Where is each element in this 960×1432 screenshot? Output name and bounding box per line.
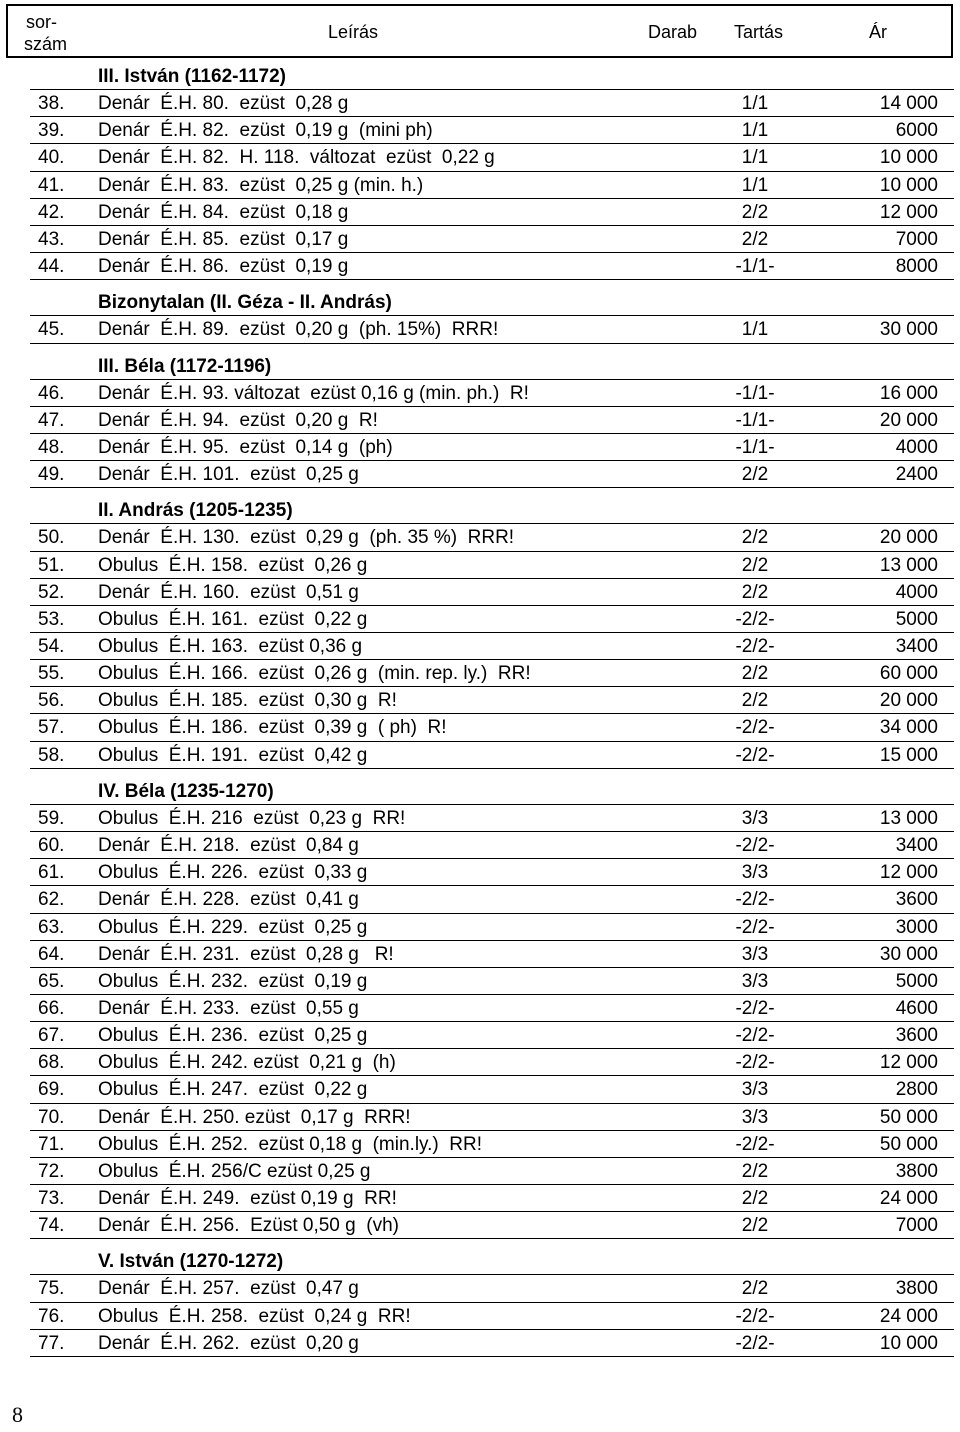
item-description: Denár É.H. 80. ezüst 0,28 g xyxy=(98,93,349,115)
table-row xyxy=(0,1185,960,1212)
table-row xyxy=(0,633,960,660)
item-price: 3400 xyxy=(895,636,938,657)
item-number: 48. xyxy=(38,436,65,458)
table-row xyxy=(0,407,960,434)
item-condition: -1/1- xyxy=(735,256,775,278)
row-divider xyxy=(30,1356,954,1357)
table-row xyxy=(0,968,960,995)
item-price: 3600 xyxy=(895,1025,938,1047)
table-row xyxy=(0,687,960,714)
header-count: Darab xyxy=(648,22,698,42)
item-number: 44. xyxy=(38,256,65,278)
table-row xyxy=(0,1076,960,1103)
item-number: 39. xyxy=(38,120,65,142)
item-number: 57. xyxy=(38,717,65,739)
section-title: V. István (1270-1272) xyxy=(98,1251,284,1273)
item-description: Denár É.H. 94. ezüst 0,20 g R! xyxy=(98,409,378,431)
header-number-line2: szám xyxy=(24,34,68,54)
item-condition: 2/2 xyxy=(741,1188,769,1209)
item-number: 76. xyxy=(38,1305,65,1327)
table-row xyxy=(0,606,960,633)
section-title: IV. Béla (1235-1270) xyxy=(98,780,274,802)
item-condition: 3/3 xyxy=(741,1106,769,1128)
item-price: 5000 xyxy=(895,608,938,630)
table-row xyxy=(0,886,960,913)
item-description: Denár É.H. 256. Ezüst 0,50 g (vh) xyxy=(98,1215,399,1237)
item-price: 4000 xyxy=(895,436,938,458)
item-price: 7000 xyxy=(895,1215,938,1237)
section-title: II. András (1205-1235) xyxy=(98,500,293,522)
table-row xyxy=(0,117,960,144)
item-number: 54. xyxy=(38,636,65,657)
item-description: Denár É.H. 249. ezüst 0,19 g RR! xyxy=(98,1188,397,1209)
item-description: Obulus É.H. 226. ezüst 0,33 g xyxy=(98,862,368,884)
item-number: 51. xyxy=(38,554,65,576)
item-price: 8000 xyxy=(895,256,938,278)
item-condition: -1/1- xyxy=(735,436,775,458)
section-heading xyxy=(0,63,960,90)
item-condition: -2/2- xyxy=(735,717,775,739)
table-row xyxy=(0,1049,960,1076)
table-row xyxy=(0,832,960,859)
item-number: 58. xyxy=(38,744,65,766)
item-price: 3400 xyxy=(895,835,938,857)
table-row xyxy=(0,579,960,606)
item-number: 68. xyxy=(38,1052,65,1074)
item-price: 12 000 xyxy=(879,862,938,884)
item-description: Obulus É.H. 191. ezüst 0,42 g xyxy=(98,744,368,766)
item-number: 66. xyxy=(38,997,65,1019)
section-title: Bizonytalan (II. Géza - II. András) xyxy=(98,292,392,314)
item-description: Denár É.H. 83. ezüst 0,25 g (min. h.) xyxy=(98,174,424,196)
table-row xyxy=(0,1330,960,1357)
item-condition: 2/2 xyxy=(741,527,769,549)
row-divider xyxy=(30,768,954,769)
item-description: Obulus É.H. 242. ezüst 0,21 g (h) xyxy=(98,1052,396,1074)
item-number: 60. xyxy=(38,835,65,857)
item-condition: -2/2- xyxy=(735,997,775,1019)
item-condition: -2/2- xyxy=(735,636,775,657)
item-price: 3800 xyxy=(895,1278,938,1300)
item-condition: -2/2- xyxy=(735,1025,775,1047)
item-condition: 2/2 xyxy=(741,1160,769,1182)
header-condition: Tartás xyxy=(734,22,784,42)
item-description: Obulus É.H. 232. ezüst 0,19 g xyxy=(98,970,368,992)
item-number: 50. xyxy=(38,527,65,549)
item-condition: -2/2- xyxy=(735,1332,775,1354)
item-description: Denár É.H. 231. ezüst 0,28 g R! xyxy=(98,943,394,965)
item-number: 67. xyxy=(38,1025,65,1047)
item-number: 45. xyxy=(38,319,65,341)
table-row xyxy=(0,199,960,226)
item-number: 72. xyxy=(38,1160,65,1182)
item-condition: 3/3 xyxy=(741,970,769,992)
item-price: 6000 xyxy=(895,120,938,142)
table-row xyxy=(0,914,960,941)
item-number: 47. xyxy=(38,409,65,431)
table-row xyxy=(0,226,960,253)
item-number: 49. xyxy=(38,464,65,486)
item-description: Obulus É.H. 186. ezüst 0,39 g ( ph) R! xyxy=(98,717,447,739)
item-condition: 3/3 xyxy=(741,862,769,884)
item-price: 50 000 xyxy=(879,1133,938,1155)
item-condition: 2/2 xyxy=(741,581,769,603)
section-heading xyxy=(0,1248,960,1275)
row-divider xyxy=(30,1238,954,1239)
item-description: Denár É.H. 82. ezüst 0,19 g (mini ph) xyxy=(98,120,433,142)
item-condition: 1/1 xyxy=(741,147,769,169)
item-condition: -2/2- xyxy=(735,889,775,911)
item-condition: 2/2 xyxy=(741,663,769,685)
item-description: Denár É.H. 86. ezüst 0,19 g xyxy=(98,256,349,278)
item-condition: 3/3 xyxy=(741,807,769,829)
item-condition: 3/3 xyxy=(741,943,769,965)
item-price: 12 000 xyxy=(879,1052,938,1074)
table-row xyxy=(0,1275,960,1302)
row-divider xyxy=(30,487,954,488)
item-number: 38. xyxy=(38,93,65,115)
item-price: 13 000 xyxy=(879,554,938,576)
item-description: Denár É.H. 84. ezüst 0,18 g xyxy=(98,201,349,223)
item-condition: 2/2 xyxy=(741,228,769,250)
item-number: 70. xyxy=(38,1106,65,1128)
row-divider xyxy=(30,343,954,344)
item-number: 46. xyxy=(38,382,65,404)
item-price: 10 000 xyxy=(879,174,938,196)
item-price: 12 000 xyxy=(879,201,938,223)
item-number: 63. xyxy=(38,916,65,938)
item-condition: -1/1- xyxy=(735,409,775,431)
item-condition: 3/3 xyxy=(741,1079,769,1101)
item-price: 5000 xyxy=(895,970,938,992)
item-condition: 2/2 xyxy=(741,690,769,712)
item-description: Denár É.H. 101. ezüst 0,25 g xyxy=(98,464,359,486)
item-price: 20 000 xyxy=(879,690,938,712)
item-number: 62. xyxy=(38,889,65,911)
table-row xyxy=(0,859,960,886)
item-price: 20 000 xyxy=(879,527,938,549)
section-title: III. István (1162-1172) xyxy=(98,66,287,87)
item-description: Denár É.H. 82. H. 118. változat ezüst 0,22 g xyxy=(98,147,495,169)
table-row xyxy=(0,434,960,461)
item-condition: -2/2- xyxy=(735,916,775,938)
item-description: Obulus É.H. 166. ezüst 0,26 g (min. rep. ly.) RR! xyxy=(98,663,531,685)
item-number: 56. xyxy=(38,690,65,712)
table-row xyxy=(0,1158,960,1185)
item-price: 14 000 xyxy=(879,93,938,115)
item-price: 60 000 xyxy=(879,663,938,685)
item-condition: -2/2- xyxy=(735,1133,775,1155)
item-condition: 1/1 xyxy=(741,319,769,341)
table-row xyxy=(0,380,960,407)
item-condition: -2/2- xyxy=(735,608,775,630)
item-description: Denár É.H. 89. ezüst 0,20 g (ph. 15%) RRR! xyxy=(98,319,499,341)
table-row xyxy=(0,1303,960,1330)
table-row xyxy=(0,1022,960,1049)
item-price: 50 000 xyxy=(879,1106,938,1128)
item-price: 24 000 xyxy=(879,1305,938,1327)
table-row xyxy=(0,144,960,171)
item-price: 30 000 xyxy=(879,943,938,965)
table-row xyxy=(0,90,960,117)
item-number: 71. xyxy=(38,1133,65,1155)
item-condition: -1/1- xyxy=(735,382,775,404)
item-description: Denár É.H. 262. ezüst 0,20 g xyxy=(98,1332,359,1354)
item-number: 77. xyxy=(38,1332,65,1354)
item-price: 30 000 xyxy=(879,319,938,341)
table-row xyxy=(0,1212,960,1239)
item-number: 61. xyxy=(38,862,65,884)
item-price: 24 000 xyxy=(879,1188,938,1209)
item-number: 55. xyxy=(38,663,65,685)
item-condition: 2/2 xyxy=(741,1278,769,1300)
table-row xyxy=(0,1131,960,1158)
item-description: Denár É.H. 233. ezüst 0,55 g xyxy=(98,997,359,1019)
item-number: 73. xyxy=(38,1188,65,1209)
item-number: 64. xyxy=(38,943,65,965)
item-price: 16 000 xyxy=(879,382,938,404)
table-row xyxy=(0,995,960,1022)
item-number: 42. xyxy=(38,201,65,223)
item-description: Obulus É.H. 247. ezüst 0,22 g xyxy=(98,1079,368,1101)
item-price: 4600 xyxy=(895,997,938,1019)
header-number-line1: sor- xyxy=(26,12,57,32)
table-row xyxy=(0,660,960,687)
item-number: 59. xyxy=(38,807,65,829)
item-number: 69. xyxy=(38,1079,65,1101)
item-price: 3800 xyxy=(895,1160,938,1182)
item-price: 2400 xyxy=(895,464,938,486)
item-condition: 1/1 xyxy=(741,93,769,115)
item-condition: 1/1 xyxy=(741,120,769,142)
item-condition: -2/2- xyxy=(735,1052,775,1074)
table-header xyxy=(6,4,953,58)
section-heading xyxy=(0,289,960,316)
item-description: Denár É.H. 218. ezüst 0,84 g xyxy=(98,835,359,857)
section-heading xyxy=(0,497,960,524)
item-description: Denár É.H. 93. változat ezüst 0,16 g (min. ph.) R! xyxy=(98,382,529,404)
item-price: 3600 xyxy=(895,889,938,911)
item-number: 75. xyxy=(38,1278,65,1300)
item-number: 41. xyxy=(38,174,65,196)
table-row xyxy=(0,714,960,741)
table-row xyxy=(0,461,960,488)
table-row xyxy=(0,742,960,769)
item-description: Denár É.H. 160. ezüst 0,51 g xyxy=(98,581,359,603)
item-price: 13 000 xyxy=(879,807,938,829)
item-price: 2800 xyxy=(895,1079,938,1101)
item-description: Denár É.H. 257. ezüst 0,47 g xyxy=(98,1278,359,1300)
item-number: 65. xyxy=(38,970,65,992)
table-row xyxy=(0,172,960,199)
table-row xyxy=(0,805,960,832)
section-heading xyxy=(0,778,960,805)
item-description: Denár É.H. 130. ezüst 0,29 g (ph. 35 %) RRR! xyxy=(98,527,515,549)
item-number: 40. xyxy=(38,147,65,169)
table-row xyxy=(0,941,960,968)
item-description: Denár É.H. 95. ezüst 0,14 g (ph) xyxy=(98,436,393,458)
item-condition: 2/2 xyxy=(741,554,769,576)
item-description: Obulus É.H. 158. ezüst 0,26 g xyxy=(98,554,368,576)
item-condition: 2/2 xyxy=(741,464,769,486)
item-description: Obulus É.H. 258. ezüst 0,24 g RR! xyxy=(98,1305,411,1327)
row-divider xyxy=(30,279,954,280)
header-price: Ár xyxy=(869,22,887,42)
item-price: 20 000 xyxy=(879,409,938,431)
item-number: 52. xyxy=(38,581,65,603)
item-description: Obulus É.H. 236. ezüst 0,25 g xyxy=(98,1025,368,1047)
item-price: 34 000 xyxy=(879,717,938,739)
item-number: 53. xyxy=(38,608,65,630)
item-price: 4000 xyxy=(895,581,938,603)
table-row xyxy=(0,524,960,551)
table-row xyxy=(0,316,960,343)
item-condition: -2/2- xyxy=(735,835,775,857)
item-price: 10 000 xyxy=(879,1332,938,1354)
section-heading xyxy=(0,353,960,380)
item-condition: 2/2 xyxy=(741,201,769,223)
item-description: Obulus É.H. 252. ezüst 0,18 g (min.ly.) RR! xyxy=(98,1133,483,1155)
item-price: 3000 xyxy=(895,916,938,938)
item-description: Denár É.H. 250. ezüst 0,17 g RRR! xyxy=(98,1106,411,1128)
item-condition: 2/2 xyxy=(741,1215,769,1237)
item-description: Obulus É.H. 163. ezüst 0,36 g xyxy=(98,636,363,657)
item-price: 15 000 xyxy=(879,744,938,766)
table-row xyxy=(0,1104,960,1131)
item-condition: 1/1 xyxy=(741,174,769,196)
item-description: Obulus É.H. 161. ezüst 0,22 g xyxy=(98,608,368,630)
item-description: Obulus É.H. 229. ezüst 0,25 g xyxy=(98,916,368,938)
header-description: Leírás xyxy=(328,22,379,42)
item-description: Obulus É.H. 185. ezüst 0,30 g R! xyxy=(98,690,397,712)
item-condition: -2/2- xyxy=(735,744,775,766)
item-number: 74. xyxy=(38,1215,65,1237)
item-condition: -2/2- xyxy=(735,1305,775,1327)
item-description: Obulus É.H. 216 ezüst 0,23 g RR! xyxy=(98,807,406,829)
item-number: 43. xyxy=(38,228,65,250)
section-title: III. Béla (1172-1196) xyxy=(98,355,272,377)
table-row xyxy=(0,253,960,280)
item-description: Denár É.H. 85. ezüst 0,17 g xyxy=(98,228,349,250)
item-price: 7000 xyxy=(895,228,938,250)
item-description: Obulus É.H. 256/C ezüst 0,25 g xyxy=(98,1160,371,1182)
item-description: Denár É.H. 228. ezüst 0,41 g xyxy=(98,889,359,911)
page-number: 8 xyxy=(12,1402,23,1427)
table-row xyxy=(0,552,960,579)
item-price: 10 000 xyxy=(879,147,938,169)
